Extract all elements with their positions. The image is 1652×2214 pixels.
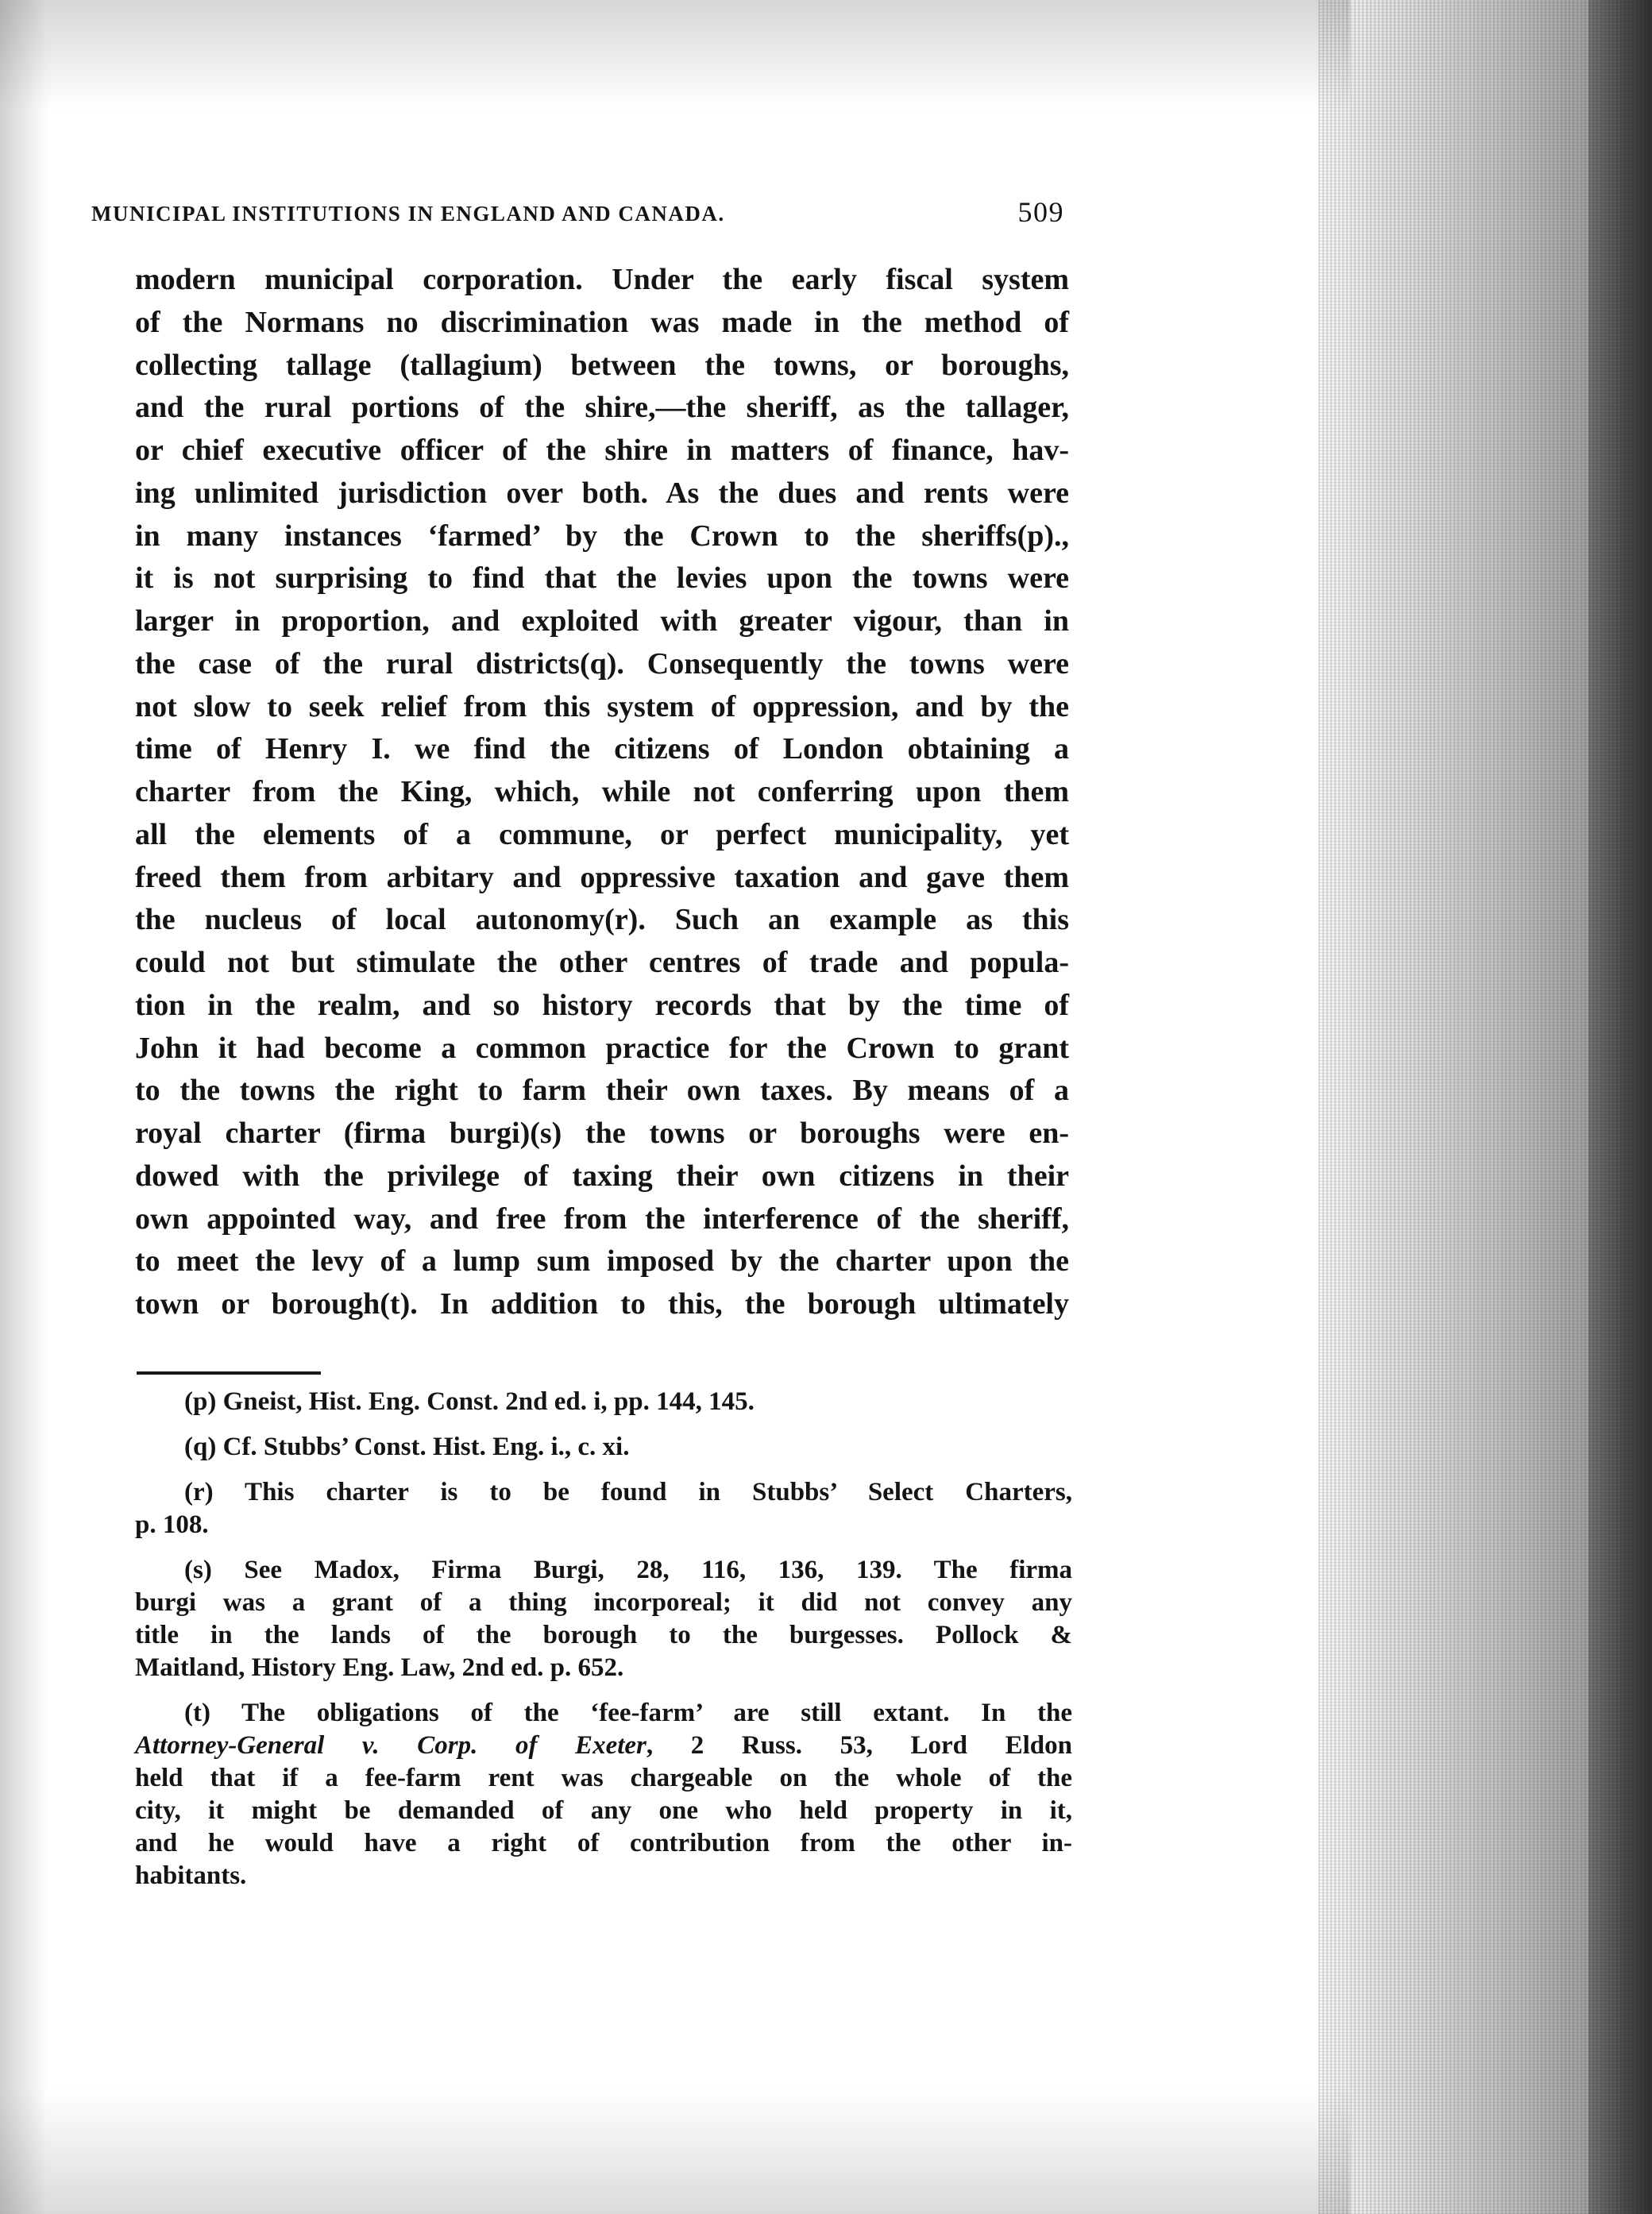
footnote-line: (q) Cf. Stubbs’ Const. Hist. Eng. i., c. xi. [184, 1433, 630, 1461]
footnote-s [135, 1554, 1072, 1684]
body-line: the nucleus of local autonomy(r). Such an example as this [135, 903, 1069, 937]
body-line: could not but stimulate the other centres of trade and popula- [135, 946, 1069, 979]
footnote-line: p. 108. [135, 1510, 209, 1539]
body-line: the case of the rural districts(q). Consequently the towns were [135, 646, 1069, 681]
footnote-line: (s) See Madox, Firma Burgi, 28, 116, 136, 139. The firma [184, 1556, 1072, 1584]
case-name: Attorney-General v. Corp. of Exeter [135, 1731, 647, 1760]
body-line: to the towns the right to farm their own taxes. By means of a [135, 1074, 1069, 1108]
body-line: own appointed way, and free from the interference of the sheriff, [135, 1202, 1069, 1236]
body-line: tion in the realm, and so history records that by the time of [135, 988, 1069, 1022]
body-line: ing unlimited jurisdiction over both. As the dues and rents were [135, 476, 1069, 510]
body-line: John it had become a common practice for the Crown to grant [135, 1031, 1069, 1065]
body-line: and the rural portions of the shire,—the sheriff, as the tallager, [135, 391, 1069, 425]
body-line: modern municipal corporation. Under the early fiscal system [135, 263, 1069, 296]
running-title: MUNICIPAL INSTITUTIONS IN ENGLAND AND CANADA. [91, 202, 725, 226]
footnote-line: (t) The obligations of the ‘fee-farm’ are still extant. In the [184, 1699, 1072, 1727]
footnote-line: Maitland, History Eng. Law, 2nd ed. p. 652. [135, 1653, 624, 1682]
body-line: it is not surprising to find that the levies upon the towns were [135, 561, 1069, 596]
scan-edge-right [1588, 0, 1652, 2214]
footnotes [135, 1386, 1072, 1905]
footnote-line-case [135, 1730, 1072, 1762]
body-line: dowed with the privilege of taxing their own citizens in their [135, 1159, 1069, 1193]
footnote-line: (p) Gneist, Hist. Eng. Const. 2nd ed. i, pp. 144, 145. [184, 1387, 755, 1416]
footnote-line: burgi was a grant of a thing incorporeal; it did not convey any [135, 1588, 1072, 1617]
page-number: 509 [1017, 196, 1064, 228]
footnote-q [135, 1431, 1072, 1464]
scan-shadow-bottom [0, 2087, 1350, 2214]
footnote-line: habitants. [135, 1861, 247, 1890]
footnote-line: and he would have a right of contribution from the other in- [135, 1829, 1072, 1857]
footnote-t [135, 1697, 1072, 1892]
body-text [135, 259, 1069, 1326]
body-line: charter from the King, which, while not conferring upon them [135, 775, 1069, 808]
scan-shadow-top [0, 0, 1350, 111]
body-line: royal charter (firma burgi)(s) the towns or boroughs were en- [135, 1117, 1069, 1150]
body-line: freed them from arbitary and oppressive taxation and gave them [135, 860, 1069, 894]
footnote-line: held that if a fee-farm rent was chargeable on the whole of the [135, 1764, 1072, 1792]
footnote-line: city, it might be demanded of any one who held property in it, [135, 1796, 1072, 1825]
scan-shadow-left [0, 0, 48, 2214]
footnote-rule [137, 1371, 321, 1375]
body-line: town or borough(t). In addition to this, the borough ultimately [135, 1287, 1069, 1321]
body-line: to meet the levy of a lump sum imposed by the charter upon the [135, 1244, 1069, 1279]
case-citation: , 2 Russ. 53, Lord Eldon [646, 1731, 1072, 1760]
body-line: larger in proportion, and exploited with greater vigour, than in [135, 604, 1069, 638]
body-line: collecting tallage (tallagium) between the towns, or boroughs, [135, 348, 1069, 382]
body-line: all the elements of a commune, or perfect municipality, yet [135, 817, 1069, 851]
footnote-line: title in the lands of the borough to the burgesses. Pollock & [135, 1621, 1072, 1649]
footnote-r [135, 1476, 1072, 1541]
footnote-p [135, 1386, 1072, 1418]
footnote-line: (r) This charter is to be found in Stubbs’ Select Charters, [184, 1478, 1072, 1506]
body-line: time of Henry I. we find the citizens of London obtaining a [135, 732, 1069, 766]
body-line: of the Normans no discrimination was made in the method of [135, 305, 1069, 339]
body-line: in many instances ‘farmed’ by the Crown to the sheriffs(p)., [135, 519, 1069, 553]
running-head [91, 195, 1064, 232]
body-line: or chief executive officer of the shire in matters of finance, hav- [135, 434, 1069, 467]
body-line: not slow to seek relief from this system of oppression, and by the [135, 689, 1069, 723]
